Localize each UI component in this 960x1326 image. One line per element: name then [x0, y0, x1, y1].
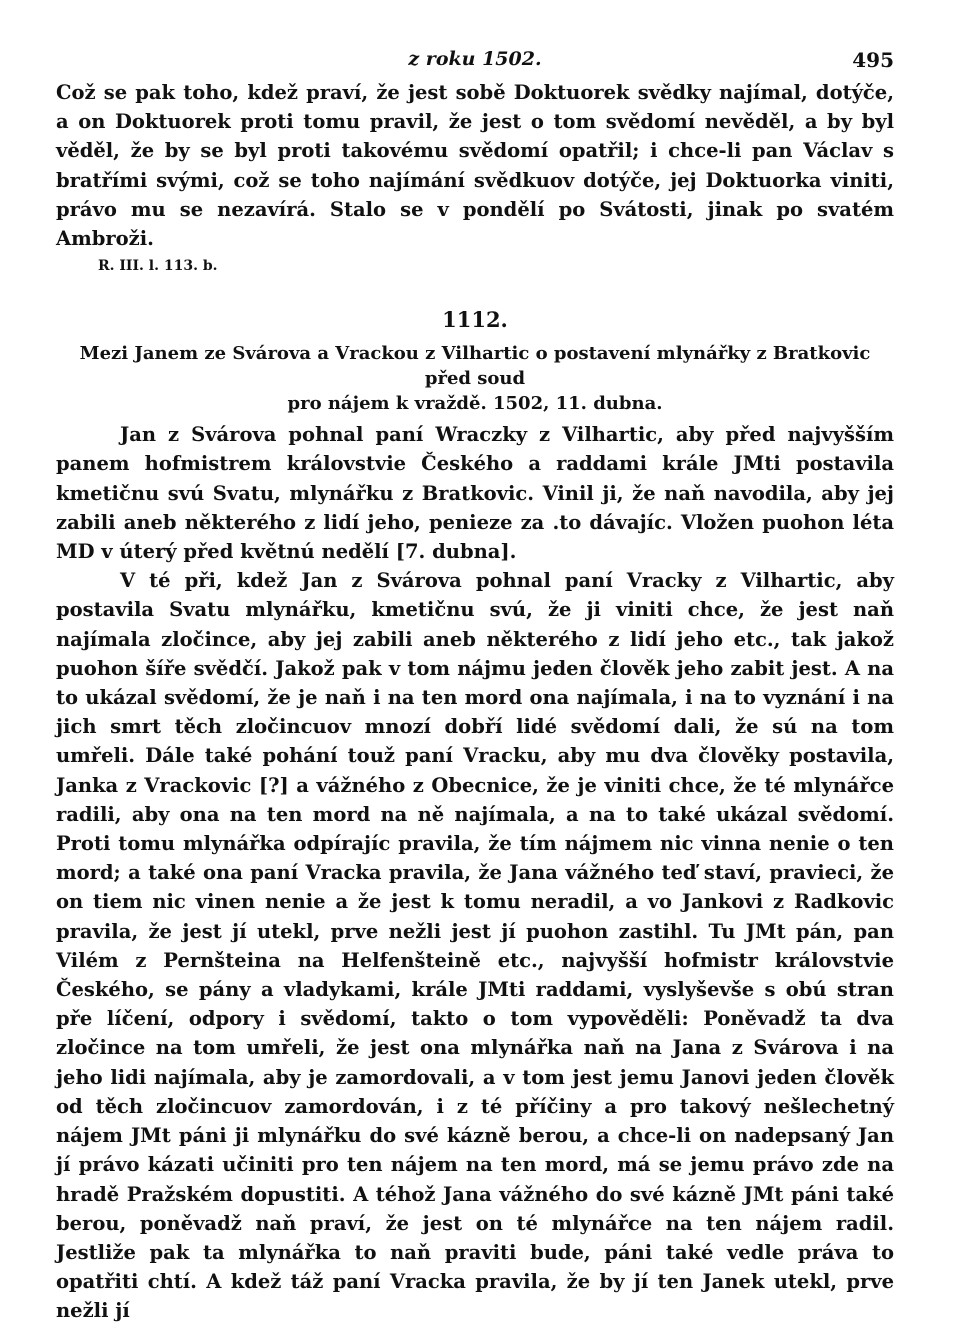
- document-number: 1112.: [442, 307, 508, 333]
- body-paragraph-2: V té při, kdež Jan z Svárova pohnal paní Vracky z Vilhartic, aby postavila Svatu mlynářku, kmetičnu svú, že ji viniti chce, že jest naň najímala zločince, aby jej zabili aneb některého z lidí jeho etc., tak jakož puohon šíře svědčí. Jakož pak v tom nájmu jeden člověk jeho zabit jest. A na to ukázal svědomí, že je naň i na ten mord ona najímala, i na to vyznání i na jich smrt těch zločincuov mnozí dobří lidé svědomí dali, že sú na tom umřeli. Dále také pohání touž paní Vracku, aby mu dva člověky postavila, Janka z Vrackovic [?] a vážného z Obecnice, že je viniti chce, že té mlynářce radili, aby ona na ten mord na ně najímala, a na to také ukázal svědomí. Proti tomu mlynářka odpírajíc pravila, že tím nájmem nic vinna nenie o ten mord; a také ona paní Vracka pravila, že Jana vážného teď staví, pravieci, že on tiem nic vinen nenie a že jest k tomu neradil, a vo Jankovi z Radkovic pravila, že jest jí utekl, prve nežli jest jí puohon zastihl. Tu JMt pán, pan Vilém z Pernšteina na Helfenšteině etc., najvyšší hofmistr královstvie Českého, se pány a vladykami, krále JMti raddami, vyslyševše s obú stran pře líčení, odpory i svědomí, takto o tom vypověděli: Poněvadž ta dva zločince na tom umřeli, že jest ona mlynářka naň na Jana z Svárova i na jeho lidi najímala, aby je zamordovali, a v tom jest jemu Janovi jeden člověk od těch zločincuov zamordován, i z té příčiny a pro takový nešlechetný nájem JMt páni ji mlynářku do své kázně berou, a chce-li on nadepsaný Jan jí právo kázati učiniti pro ten nájem na ten mord, má se jemu právo zde na hradě Pražském dopustiti. A téhož Jana vážného do své kázně JMt páni také berou, poněvadž naň praví, že jest on té mlynářce na ten nájem radil. Jestliže pak ta mlynářka to naň praviti bude, páni také vedle práva to opatřiti chtí. A kdež táž paní Vracka pravila, že by jí ten Janek utekl, prve nežli jí: [56, 569, 894, 1323]
- book-page: [56, 40, 894, 1326]
- document-body: [56, 420, 894, 1325]
- document-regest: [56, 341, 894, 416]
- body-paragraph-1: Jan z Svárova pohnal paní Wraczky z Vilhartic, aby před najvyšším panem hofmistrem královstvie Českého a raddami krále JMti postavila kmetičnu svú Svatu, mlynářku z Bratkovic. Vinil ji, že naň navodila, aby jej zabili aneb některého z lidí jeho, penieze za .to dávajíc. Vložen puohon léta MD v úterý před květnú nedělí [7. dubna].: [56, 423, 894, 564]
- running-title: z roku 1502.: [408, 48, 542, 70]
- continuation-paragraph: Což se pak toho, kdež praví, že jest sobě Doktuorek svědky najímal, dotýče, a on Doktuorek proti tomu pravil, že jest o tom svědomí nevěděl, a by byl věděl, že by se byl proti takovému svědomí opatřil; i chce-li pan Václav s bratřími svými, což se toho najímání svědkuov dotýče, jej Doktuorka viniti, právo mu se nezavírá. Stalo se v pondělí po Svátosti, jinak po svatém Ambroži.: [56, 81, 894, 251]
- page-number: 495: [852, 48, 894, 72]
- running-head: [56, 40, 894, 78]
- regest-line-2: pro nájem k vraždě. 1502, 11. dubna.: [287, 393, 663, 415]
- regest-line-1: Mezi Janem ze Svárova a Vrackou z Vilhartic o postavení mlynářky z Bratkovic před soud: [79, 343, 871, 390]
- archival-reference: R. III. l. 113. b.: [98, 258, 218, 275]
